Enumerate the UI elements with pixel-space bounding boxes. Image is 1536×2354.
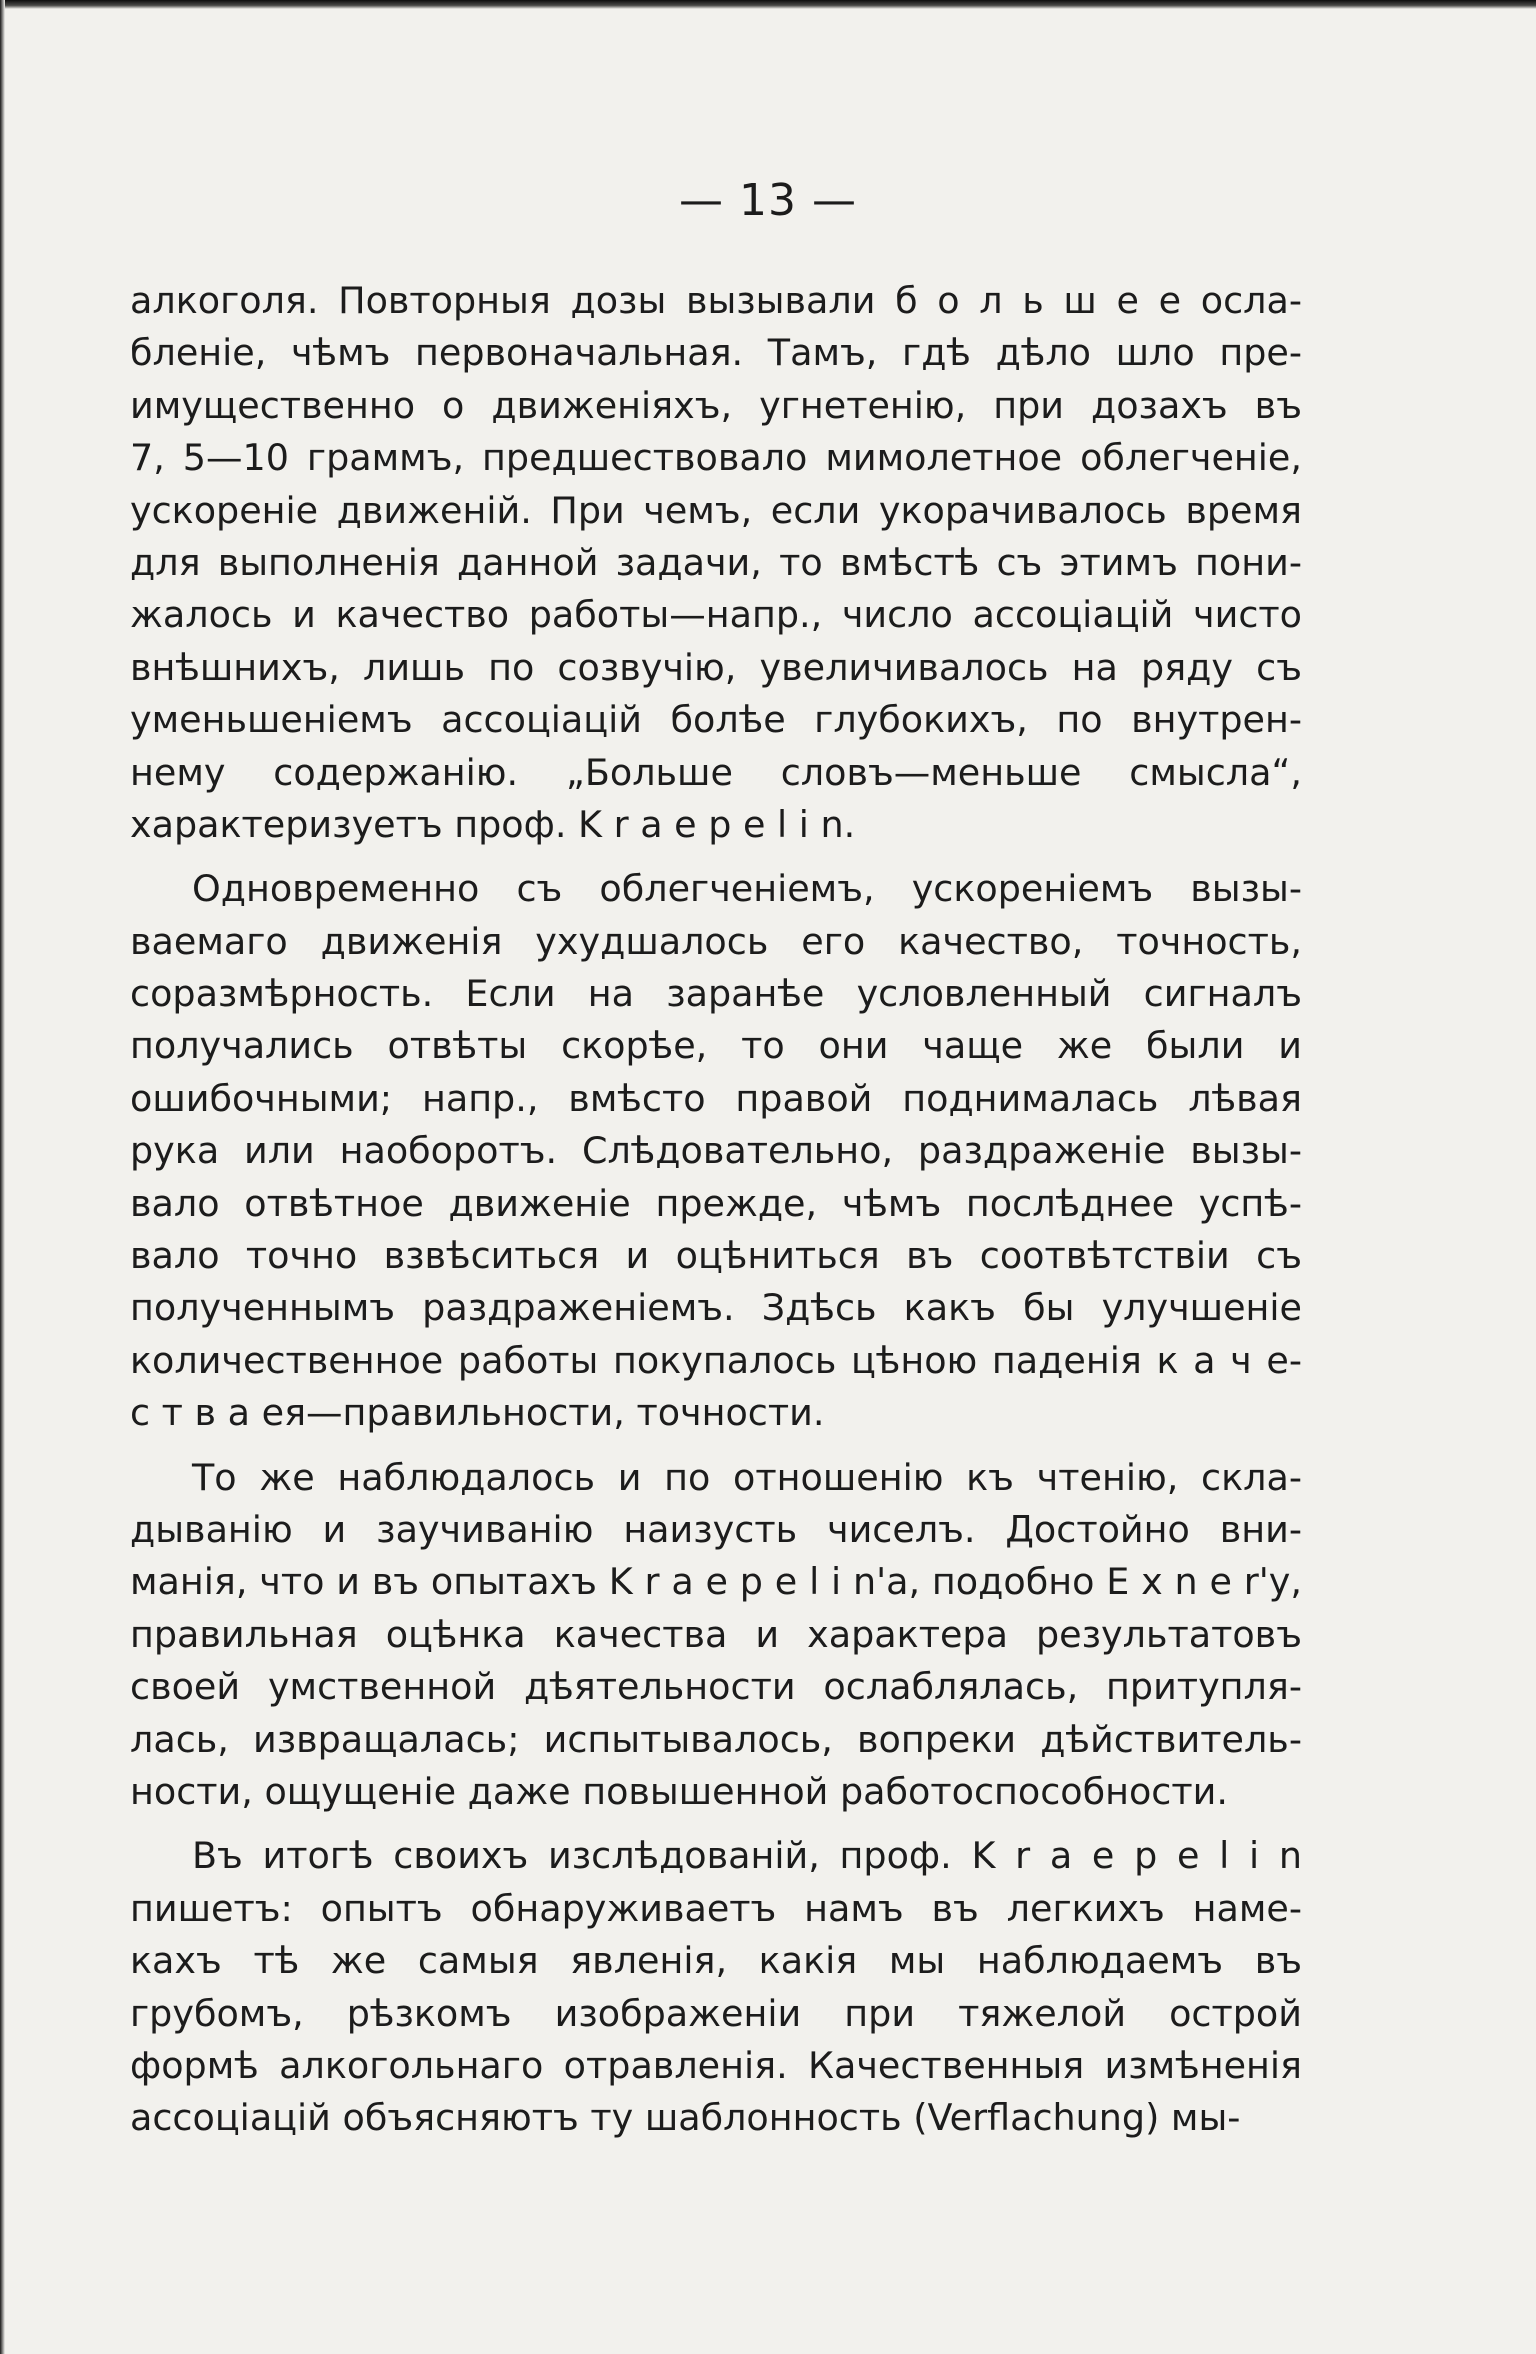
text-line: получались отвѣты скорѣе, то они чаще же были и [130,1024,1302,1068]
text-line: лась, извращалась; испытывалось, вопреки дѣйствитель- [130,1717,1302,1761]
text-line: имущественно о движеніяхъ, угнетенію, при дозахъ въ [130,383,1302,427]
paragraph [130,275,1302,851]
text-line: То же наблюдалось и по отношенію къ чтенію, скла- [192,1455,1302,1499]
text-line: соразмѣрность. Если на заранѣе условленный сигналъ [130,972,1302,1016]
text-line: формѣ алкогольнаго отравленія. Качественныя измѣненія [130,2043,1302,2087]
paragraph [130,1452,1302,1819]
text-line: ности, ощущеніе даже повышенной работоспособности. [130,1769,1228,1813]
text-line: количественное работы покупалось цѣною паденія к а ч е- [130,1338,1302,1382]
text-line: кахъ тѣ же самыя явленія, какія мы наблюдаемъ въ [130,1939,1302,1983]
text-line: пишетъ: опытъ обнаруживаетъ намъ въ легкихъ наме- [130,1886,1302,1930]
text-line: своей умственной дѣятельности ослаблялась, притупля- [130,1665,1302,1709]
paragraph [130,1830,1302,2144]
paragraph [130,863,1302,1439]
text-line: нему содержанію. „Больше словъ—меньше смысла“, [130,750,1302,794]
text-line: с т в а ея—правильности, точности. [130,1391,825,1435]
text-line: полученнымъ раздраженіемъ. Здѣсь какъ бы улучшеніе [130,1286,1302,1330]
text-line: ваемаго движенія ухудшалось его качество, точность, [130,919,1302,963]
page-number: — 13 — [679,175,857,226]
text-line: ускореніе движеній. При чемъ, если укорачивалось время [130,488,1302,532]
text-line: рука или наоборотъ. Слѣдовательно, раздраженіе вызы- [130,1129,1302,1173]
paragraph-gap [130,851,1302,863]
text-line: уменьшеніемъ ассоціацій болѣе глубокихъ, по внутрен- [130,698,1302,742]
text-line: для выполненія данной задачи, то вмѣстѣ съ этимъ пони- [130,540,1302,584]
body-text [130,275,1302,2145]
text-line: внѣшнихъ, лишь по созвучію, увеличивалось на ряду съ [130,645,1302,689]
text-line: Одновременно съ облегченіемъ, ускореніемъ вызы- [192,867,1302,911]
text-line: характеризуетъ проф. K r a e p e l i n. [130,802,856,846]
scan-edge-left [0,0,5,2354]
paragraph-gap [130,1440,1302,1452]
text-line: вало точно взвѣситься и оцѣниться въ соотвѣтствіи съ [130,1234,1302,1278]
text-line: жалось и качество работы—напр., число ассоціацій чисто [130,593,1302,637]
text-line: манія, что и въ опытахъ K r a e p e l i n'а, подобно E x n e r'у, [130,1560,1302,1604]
text-line: бленіе, чѣмъ первоначальная. Тамъ, гдѣ дѣло шло пре- [130,331,1302,375]
text-line: грубомъ, рѣзкомъ изображеніи при тяжелой острой [130,1991,1302,2035]
text-line: алкоголя. Повторныя дозы вызывали б о л ь ш е е осла- [130,279,1302,322]
text-line: ассоціацій объясняютъ ту шаблонность (Verflachung) мы- [130,2096,1241,2140]
text-line: дыванію и заучиванію наизусть чиселъ. Достойно вни- [130,1507,1302,1551]
text-line: ошибочными; напр., вмѣсто правой поднималась лѣвая [130,1076,1302,1120]
paragraph-gap [130,1818,1302,1830]
text-line: Въ итогѣ своихъ изслѣдованій, проф. K r a e p e l i n [192,1834,1302,1878]
scan-edge-top [0,0,1536,9]
text-line: правильная оцѣнка качества и характера результатовъ [130,1612,1302,1656]
text-line: 7, 5—10 граммъ, предшествовало мимолетное облегченіе, [130,436,1302,480]
text-line: вало отвѣтное движеніе прежде, чѣмъ послѣднее успѣ- [130,1181,1302,1225]
